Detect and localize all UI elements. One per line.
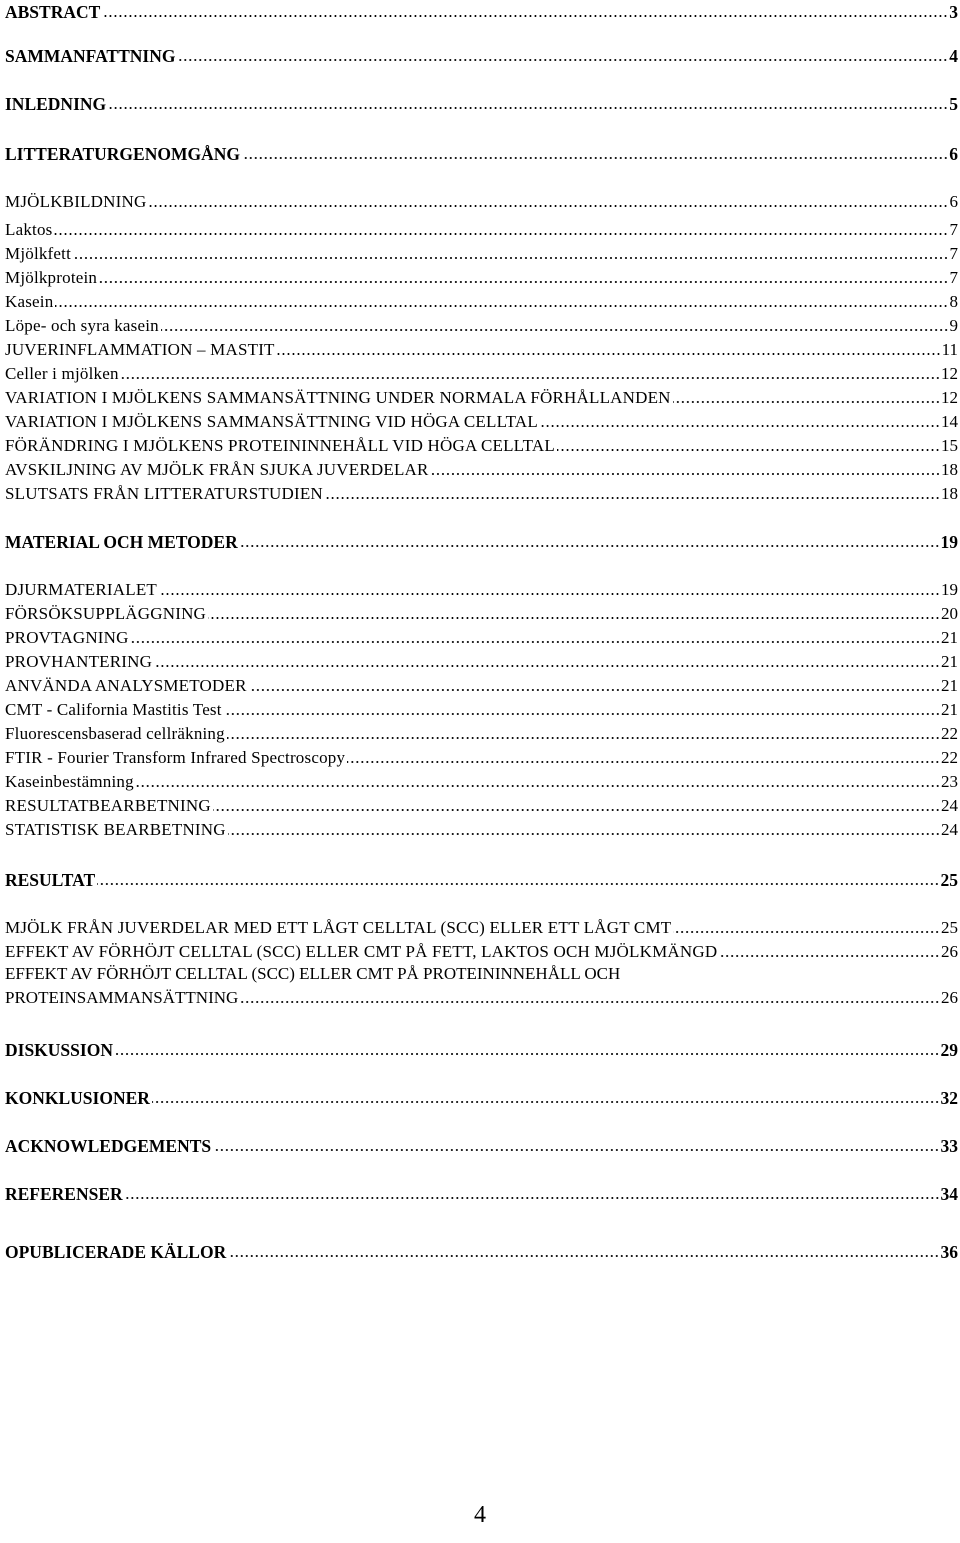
dot-leader	[719, 955, 940, 957]
toc-entry[interactable]	[5, 626, 958, 648]
toc-entry[interactable]	[5, 770, 958, 792]
dot-leader	[228, 1255, 939, 1257]
dot-leader	[228, 833, 940, 835]
toc-entry[interactable]	[5, 44, 958, 66]
dot-leader	[673, 401, 940, 403]
dot-leader	[540, 425, 940, 427]
toc-entry-title: Löpe- och syra kasein	[5, 316, 159, 335]
dot-leader	[277, 353, 941, 355]
dot-leader	[242, 157, 948, 159]
dot-leader	[154, 665, 940, 667]
dot-leader	[55, 305, 948, 307]
toc-entry-title: RESULTATBEARBETNING	[5, 796, 211, 815]
toc-entry[interactable]	[5, 722, 958, 744]
toc-entry-page: 26	[941, 988, 958, 1007]
toc-entry-page: 21	[941, 700, 958, 719]
toc-entry[interactable]	[5, 0, 958, 22]
dot-leader	[54, 233, 948, 235]
toc-entry-page: 23	[941, 772, 958, 791]
dot-leader	[213, 809, 940, 811]
toc-entry-title: CMT - California Mastitis Test	[5, 700, 222, 719]
toc-entry-page: 29	[940, 1040, 958, 1060]
dot-leader	[213, 1149, 939, 1151]
dot-leader	[431, 473, 940, 475]
toc-entry-page: 14	[941, 412, 958, 431]
toc-entry-page: 19	[941, 580, 958, 599]
toc-entry-page: 12	[941, 364, 958, 383]
toc-entry[interactable]	[5, 1240, 958, 1262]
toc-entry[interactable]	[5, 314, 958, 336]
toc-entry-page: 24	[941, 796, 958, 815]
toc-entry[interactable]	[5, 698, 958, 720]
toc-entry-title: INLEDNING	[5, 94, 107, 114]
toc-entry[interactable]	[5, 602, 958, 624]
toc-entry[interactable]	[5, 578, 958, 600]
toc-entry-title: EFFEKT AV FÖRHÖJT CELLTAL (SCC) ELLER CMT PÅ FETT, LAKTOS OCH MJÖLKMÄNGD	[5, 942, 718, 961]
toc-entry-title: ACKNOWLEDGEMENTS	[5, 1136, 212, 1156]
toc-entry-title: KONKLUSIONER	[5, 1088, 150, 1108]
toc-entry-title: FTIR - Fourier Transform Infrared Spectroscopy	[5, 748, 346, 767]
toc-entry[interactable]	[5, 386, 958, 408]
toc-entry-page: 11	[941, 340, 958, 359]
toc-entry[interactable]	[5, 1134, 958, 1156]
dot-leader	[208, 617, 940, 619]
toc-entry-title: PROVTAGNING	[5, 628, 129, 647]
toc-entry[interactable]	[5, 940, 958, 962]
dot-leader	[97, 883, 939, 885]
toc-entry-title: FÖRSÖKSUPPLÄGGNING	[5, 604, 207, 623]
toc-entry[interactable]	[5, 290, 958, 312]
toc-entry[interactable]	[5, 242, 958, 264]
dot-leader	[99, 281, 948, 283]
dot-leader	[240, 1001, 940, 1003]
toc-entry[interactable]	[5, 362, 958, 384]
toc-entry[interactable]	[5, 964, 958, 1008]
dot-leader	[131, 641, 940, 643]
table-of-contents	[5, 0, 958, 1543]
toc-entry-page: 25	[941, 918, 958, 937]
toc-entry-title: FÖRÄNDRING I MJÖLKENS PROTEININNEHÅLL VID HÖGA CELLTAL	[5, 436, 555, 455]
toc-entry-page: 22	[941, 724, 958, 743]
dot-leader	[121, 377, 940, 379]
toc-entry-title: MATERIAL OCH METODER	[5, 532, 238, 552]
toc-entry-page: 25	[940, 870, 958, 890]
toc-entry-title: DJURMATERIALET	[5, 580, 158, 599]
toc-entry-title: REFERENSER	[5, 1184, 123, 1204]
toc-entry-page: 32	[940, 1088, 958, 1108]
dot-leader	[152, 1101, 940, 1103]
dot-leader	[240, 545, 940, 547]
toc-entry-line	[5, 986, 958, 1008]
toc-entry[interactable]	[5, 458, 958, 480]
toc-entry-title: Kaseinbestämning	[5, 772, 134, 791]
toc-entry[interactable]	[5, 142, 958, 164]
dot-leader	[325, 497, 940, 499]
toc-entry-title: STATISTISK BEARBETNING	[5, 820, 226, 839]
toc-entry-page: 21	[941, 628, 958, 647]
toc-entry-title: DISKUSSION	[5, 1040, 113, 1060]
toc-entry-title: EFFEKT AV FÖRHÖJT CELLTAL (SCC) ELLER CMT PÅ PROTEININNEHÅLL OCH	[5, 964, 621, 983]
toc-entry-title-continued: PROTEINSAMMANSÄTTNING	[5, 988, 239, 1007]
toc-entry-page: 24	[941, 820, 958, 839]
toc-entry[interactable]	[5, 218, 958, 240]
toc-entry-page: 36	[940, 1242, 958, 1262]
toc-entry-page: 6	[949, 144, 958, 164]
toc-entry-title: Kasein	[5, 292, 54, 311]
toc-entry-page: 6	[949, 192, 958, 211]
dot-leader	[224, 713, 940, 715]
toc-entry-title: JUVERINFLAMMATION – MASTIT	[5, 340, 275, 359]
toc-entry-title: PROVHANTERING	[5, 652, 153, 671]
dot-leader	[347, 761, 940, 763]
toc-entry-title: ABSTRACT	[5, 2, 101, 22]
toc-entry[interactable]	[5, 434, 958, 456]
toc-entry-page: 21	[941, 652, 958, 671]
toc-entry-page: 5	[949, 94, 958, 114]
toc-entry-title: VARIATION I MJÖLKENS SAMMANSÄTTNING UNDER NORMALA FÖRHÅLLANDEN	[5, 388, 671, 407]
toc-entry-title: MJÖLKBILDNING	[5, 192, 147, 211]
toc-entry[interactable]	[5, 530, 958, 552]
toc-entry-page: 7	[949, 244, 958, 263]
dot-leader	[136, 785, 940, 787]
toc-entry-title: Laktos	[5, 220, 53, 239]
dot-leader	[161, 329, 949, 331]
dot-leader	[177, 59, 948, 61]
toc-entry-page: 19	[940, 532, 958, 552]
toc-entry-title: RESULTAT	[5, 870, 96, 890]
toc-entry-page: 9	[949, 316, 958, 335]
page-number: 4	[474, 1502, 486, 1528]
toc-entry-page: 34	[940, 1184, 958, 1204]
toc-entry[interactable]	[5, 92, 958, 114]
toc-entry-page: 4	[949, 46, 958, 66]
toc-entry-page: 15	[941, 436, 958, 455]
dot-leader	[102, 15, 948, 17]
toc-entry-title: VARIATION I MJÖLKENS SAMMANSÄTTNING VID HÖGA CELLTAL	[5, 412, 538, 431]
dot-leader	[557, 449, 940, 451]
toc-entry[interactable]	[5, 190, 958, 212]
dot-leader	[159, 593, 940, 595]
toc-entry-page: 3	[949, 2, 958, 22]
toc-entry-page: 21	[941, 676, 958, 695]
toc-entry[interactable]	[5, 674, 958, 696]
toc-entry-page: 7	[949, 268, 958, 287]
dot-leader	[115, 1053, 940, 1055]
toc-entry-title: Fluorescensbaserad cellräkning	[5, 724, 225, 743]
toc-entry[interactable]	[5, 746, 958, 768]
dot-leader	[148, 205, 948, 207]
toc-entry[interactable]	[5, 818, 958, 840]
dot-leader	[227, 737, 940, 739]
toc-entry[interactable]	[5, 482, 958, 504]
toc-entry[interactable]	[5, 338, 958, 360]
toc-entry-title: MJÖLK FRÅN JUVERDELAR MED ETT LÅGT CELLTAL (SCC) ELLER ETT LÅGT CMT	[5, 918, 672, 937]
toc-entry-title: Celler i mjölken	[5, 364, 119, 383]
toc-entry-title: SLUTSATS FRÅN LITTERATURSTUDIEN	[5, 484, 323, 503]
dot-leader	[108, 107, 948, 109]
toc-entry[interactable]	[5, 1038, 958, 1060]
toc-entry-title: Mjölkfett	[5, 244, 72, 263]
toc-entry[interactable]	[5, 266, 958, 288]
dot-leader	[673, 931, 940, 933]
toc-entry-page: 18	[941, 484, 958, 503]
toc-entry-page: 22	[941, 748, 958, 767]
toc-entry-page: 26	[941, 942, 958, 961]
dot-leader	[249, 689, 940, 691]
toc-entry[interactable]	[5, 650, 958, 672]
toc-entry-title: AVSKILJNING AV MJÖLK FRÅN SJUKA JUVERDELAR	[5, 460, 429, 479]
toc-entry[interactable]	[5, 916, 958, 938]
toc-entry[interactable]	[5, 1086, 958, 1108]
toc-entry-page: 20	[941, 604, 958, 623]
toc-entry-page: 18	[941, 460, 958, 479]
dot-leader	[73, 257, 948, 259]
toc-entry[interactable]	[5, 410, 958, 432]
toc-entry[interactable]	[5, 868, 958, 890]
toc-entry-page: 7	[949, 220, 958, 239]
toc-entry-title: OPUBLICERADE KÄLLOR	[5, 1242, 227, 1262]
toc-entry[interactable]	[5, 1182, 958, 1204]
toc-entry-title: ANVÄNDA ANALYSMETODER	[5, 676, 247, 695]
toc-entry[interactable]	[5, 794, 958, 816]
dot-leader	[125, 1197, 940, 1199]
toc-entry-page: 8	[949, 292, 958, 311]
toc-entry-page: 12	[941, 388, 958, 407]
toc-entry-title: LITTERATURGENOMGÅNG	[5, 144, 240, 164]
toc-entry-title: SAMMANFATTNING	[5, 46, 176, 66]
toc-entry-title: Mjölkprotein	[5, 268, 98, 287]
toc-entry-page: 33	[940, 1136, 958, 1156]
